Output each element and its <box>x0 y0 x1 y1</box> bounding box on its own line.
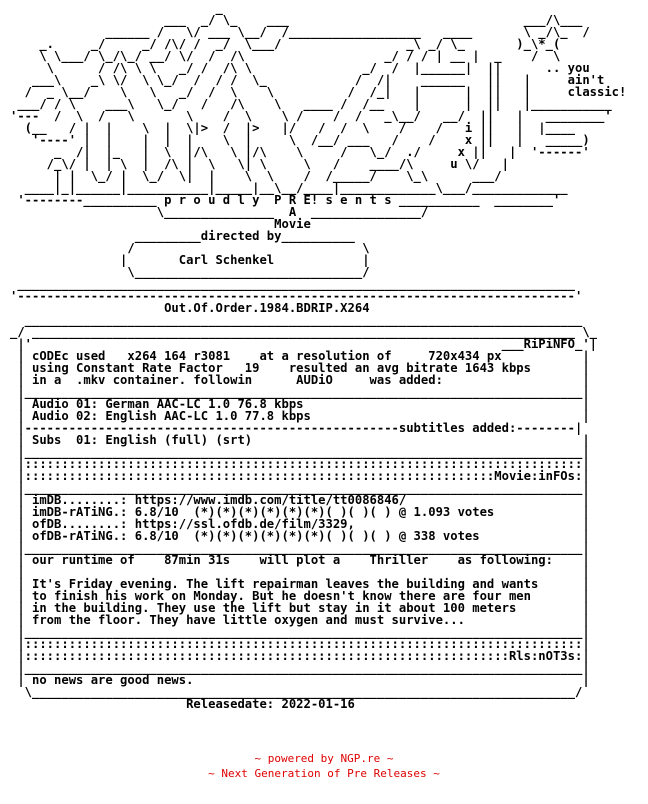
tagline-text: ~ Next Generation of Pre Releases ~ <box>208 767 440 780</box>
powered-by-text: ~ powered by NGP.re ~ <box>254 752 394 765</box>
nfo-text: _ ___ _/ \_ ___ ___/\___ ______ / \/ ___ \__/ /__________________ ____ \ _/\_ / _. _/ _/ /\/ / _/ \___/ _\ _/ \_ )_\*_( \ \___/ \_/\_/ __/ \/ / /\ _/ / / | __ | _ / \ \ / /\ \ \ _/ / /\ \ _/ / |______| || .. you ___\ _\ \/ \ \_/ / / / \_ / /| ______ || | ain't / _ \__/ \ \ _/ / \ \ / /_| | | || | classic! ___/ / \ ___\ \_/ / /\ \ ____ / /__ | | || |___________ '--- / \ / \ \ / \ \ / / / _\__/ __/ || | ________' (__ / | | \ | \|> / |> |/ / / \ / / i || | |____ '----' | | | | | \ | \ /__/ ___ / / x || | _____) _ /| |_ | \ |/\ \ |/\ \ / \_/ ./ x || | '------' /_\/ | | \ | /\ | \ \| \ \ / ____/\ u \/ | | | \_/ | \_/ \| | \ \ / /_____/ \_\ ___/ ____|_|______|___________|_____|__\__/____|_____________\___/_____________ '--------__________ p r o u d l y P R E! s e n t s ___________ ________' \_______________ A _______________/ Movie _________directed by__________ / \ | Carl Schenkel | \_______________________________/ ____________________________________________________________________________ '----------------------------------------------------------------------------' Out.Of.Order.1984.BDRIP.X264 ____________________________________________________________________________ _/ __________________________________________________________________________ \_ |' ___RiPiNFO_'| | cODEc used x264 164 r3081 at a resolution of 720x434 px | | using Constant Rate Factor 19 resulted an avg bitrate 1643 kbps | | in a .mkv container. followin AUDiO was added: | |____________________________________________________________________________| | Audio 01: German AAC-LC 1.0 76.8 kbps | | Audio 02: English AAC-LC 1.0 77.8 kbps | |---------------------------------------------------subtitles added:--------| | Subs 01: English (full) (srt) | |____________________________________________________________________________| |::::::::::::::::::::::::::::::::::::::::::::::::::::::::::::::::::::::::::::| |::::::::::::::::::::::::::::::::::::::::::::::::::::::::::::::::Movie:inFOs:| |____________________________________________________________________________| | imDB........: https://www.imdb.com/title/tt0086846/ | | imDB-rATiNG.: 6.8/10 (*)(*)(*)(*)(*)(*)( )( )( ) @ 1.093 votes | | ofDB........: https://ssl.ofdb.de/film/3329, | | ofDB-rATiNG.: 6.8/10 (*)(*)(*)(*)(*)(*)( )( )( ) @ 338 votes | |____________________________________________________________________________| | our runtime of 87min 31s will plot a Thriller as following: | | | | It's Friday evening. The lift repairman leaves the building and wants | | to finish his work on Monday. But he doesn't know there are four men | | in the building. They use the lift but stay in it about 100 meters | | from the floor. They have little oxygen and must survive... | |____________________________________________________________________________| |::::::::::::::::::::::::::::::::::::::::::::::::::::::::::::::::::::::::::::| |::::::::::::::::::::::::::::::::::::::::::::::::::::::::::::::::::Rls:nOT3s:| |____________________________________________________________________________| | no news are good news. | \__________________________________________________________________________/ Releasedate: 2022-01-16 <box>10 1 627 711</box>
